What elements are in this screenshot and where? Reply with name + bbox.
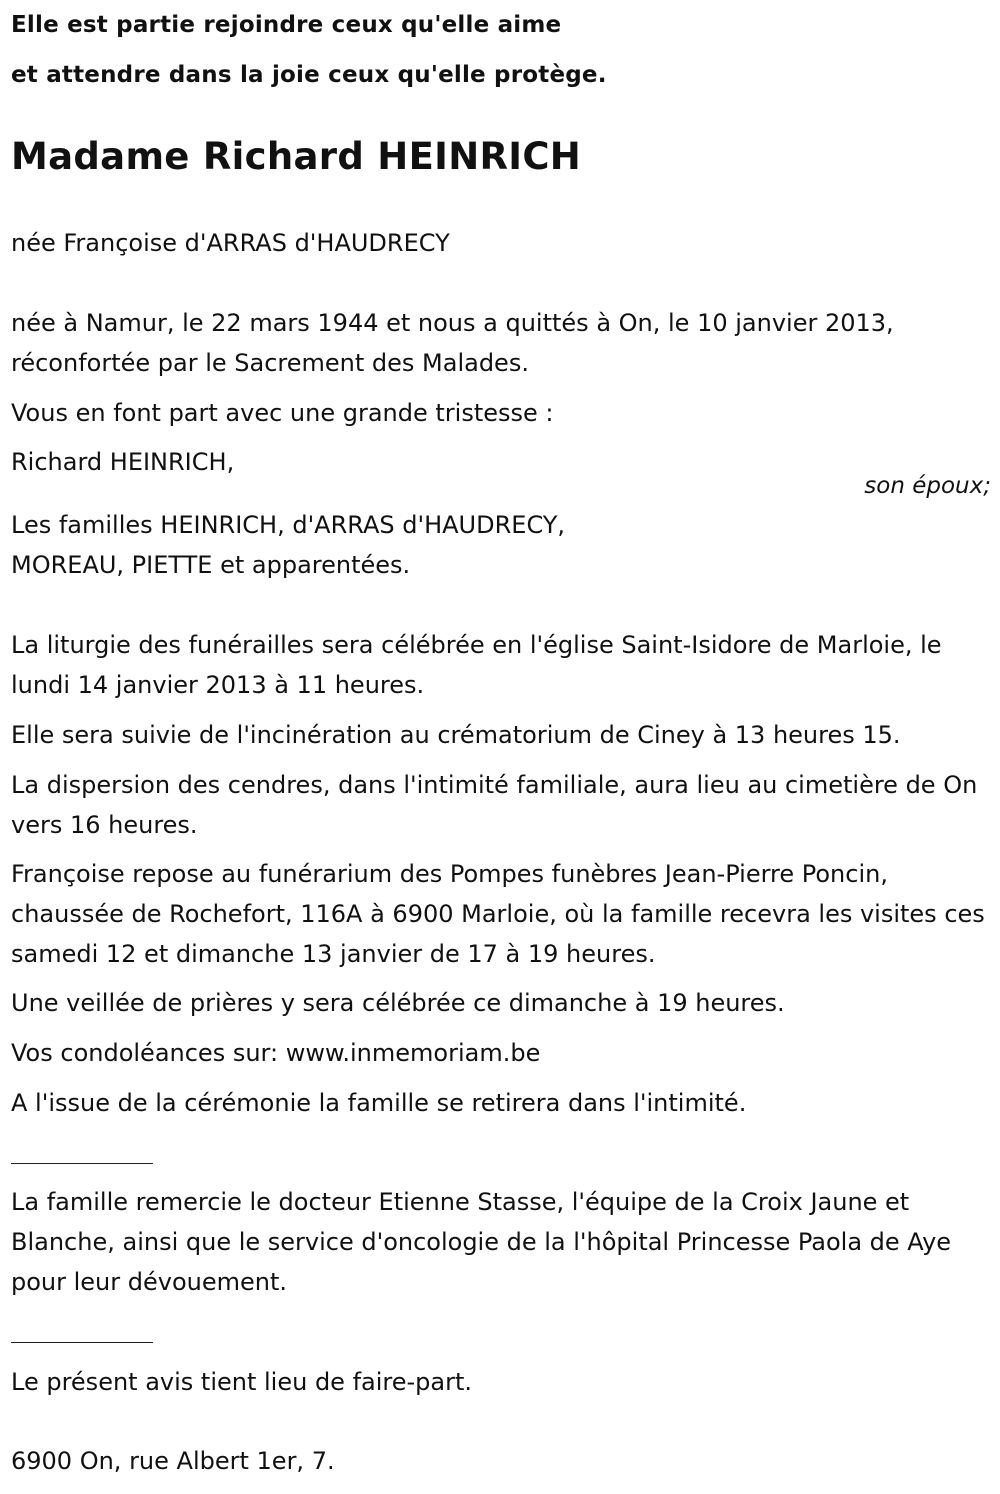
separator-2 — [11, 1342, 153, 1343]
spouse-name: Richard HEINRICH, — [11, 448, 235, 476]
quote-line-1: Elle est partie rejoindre ceux qu'elle aime — [11, 12, 562, 38]
spouse-role: son époux; — [864, 473, 991, 499]
cremation-line: Elle sera suivie de l'incinération au crématorium de Ciney à 13 heures 15. — [11, 721, 901, 749]
families-line-2: MOREAU, PIETTE et apparentées. — [11, 551, 411, 579]
thanks-paragraph: La famille remercie le docteur Etienne Stasse, l'équipe de la Croix Jaune et Blanche, ainsi que le service d'oncologie de la l'hôpital Princesse Paola de Aye pour leur dévouement. — [11, 1188, 952, 1296]
birth-line: née à Namur, le 22 mars 1944 et nous a quittés à On, le 10 janvier 2013, — [11, 309, 894, 337]
vigil-line: Une veillée de prières y sera célébrée ce dimanche à 19 heures. — [11, 989, 785, 1017]
dispersion-paragraph: La dispersion des cendres, dans l'intimité familiale, aura lieu au cimetière de On vers 16 heures. — [11, 771, 978, 839]
sacrament-line: réconfortée par le Sacrement des Malades. — [11, 349, 529, 377]
quote-line-2: et attendre dans la joie ceux qu'elle protège. — [11, 62, 607, 88]
rest-paragraph: Françoise repose au funérarium des Pompes funèbres Jean-Pierre Poncin, chaussée de Rochefort, 116A à 6900 Marloie, où la famille recevra les visites ces samedi 12 et dimanche 13 janvier de 17 à 19 heures. — [11, 860, 985, 968]
announce-line: Vous en font part avec une grande tristesse : — [11, 399, 554, 427]
maiden-name: née Françoise d'ARRAS d'HAUDRECY — [11, 229, 450, 257]
separator-1 — [11, 1163, 153, 1164]
ceremony-line: A l'issue de la cérémonie la famille se retirera dans l'intimité. — [11, 1089, 747, 1117]
address-line: 6900 On, rue Albert 1er, 7. — [11, 1447, 335, 1475]
deceased-name: Madame Richard HEINRICH — [11, 135, 582, 178]
families-line-1: Les familles HEINRICH, d'ARRAS d'HAUDRECY, — [11, 511, 566, 539]
notice-line: Le présent avis tient lieu de faire-part. — [11, 1368, 473, 1396]
condolences-line: Vos condoléances sur: www.inmemoriam.be — [11, 1039, 541, 1067]
liturgy-paragraph: La liturgie des funérailles sera célébrée en l'église Saint-Isidore de Marloie, le lundi 14 janvier 2013 à 11 heures. — [11, 631, 942, 699]
